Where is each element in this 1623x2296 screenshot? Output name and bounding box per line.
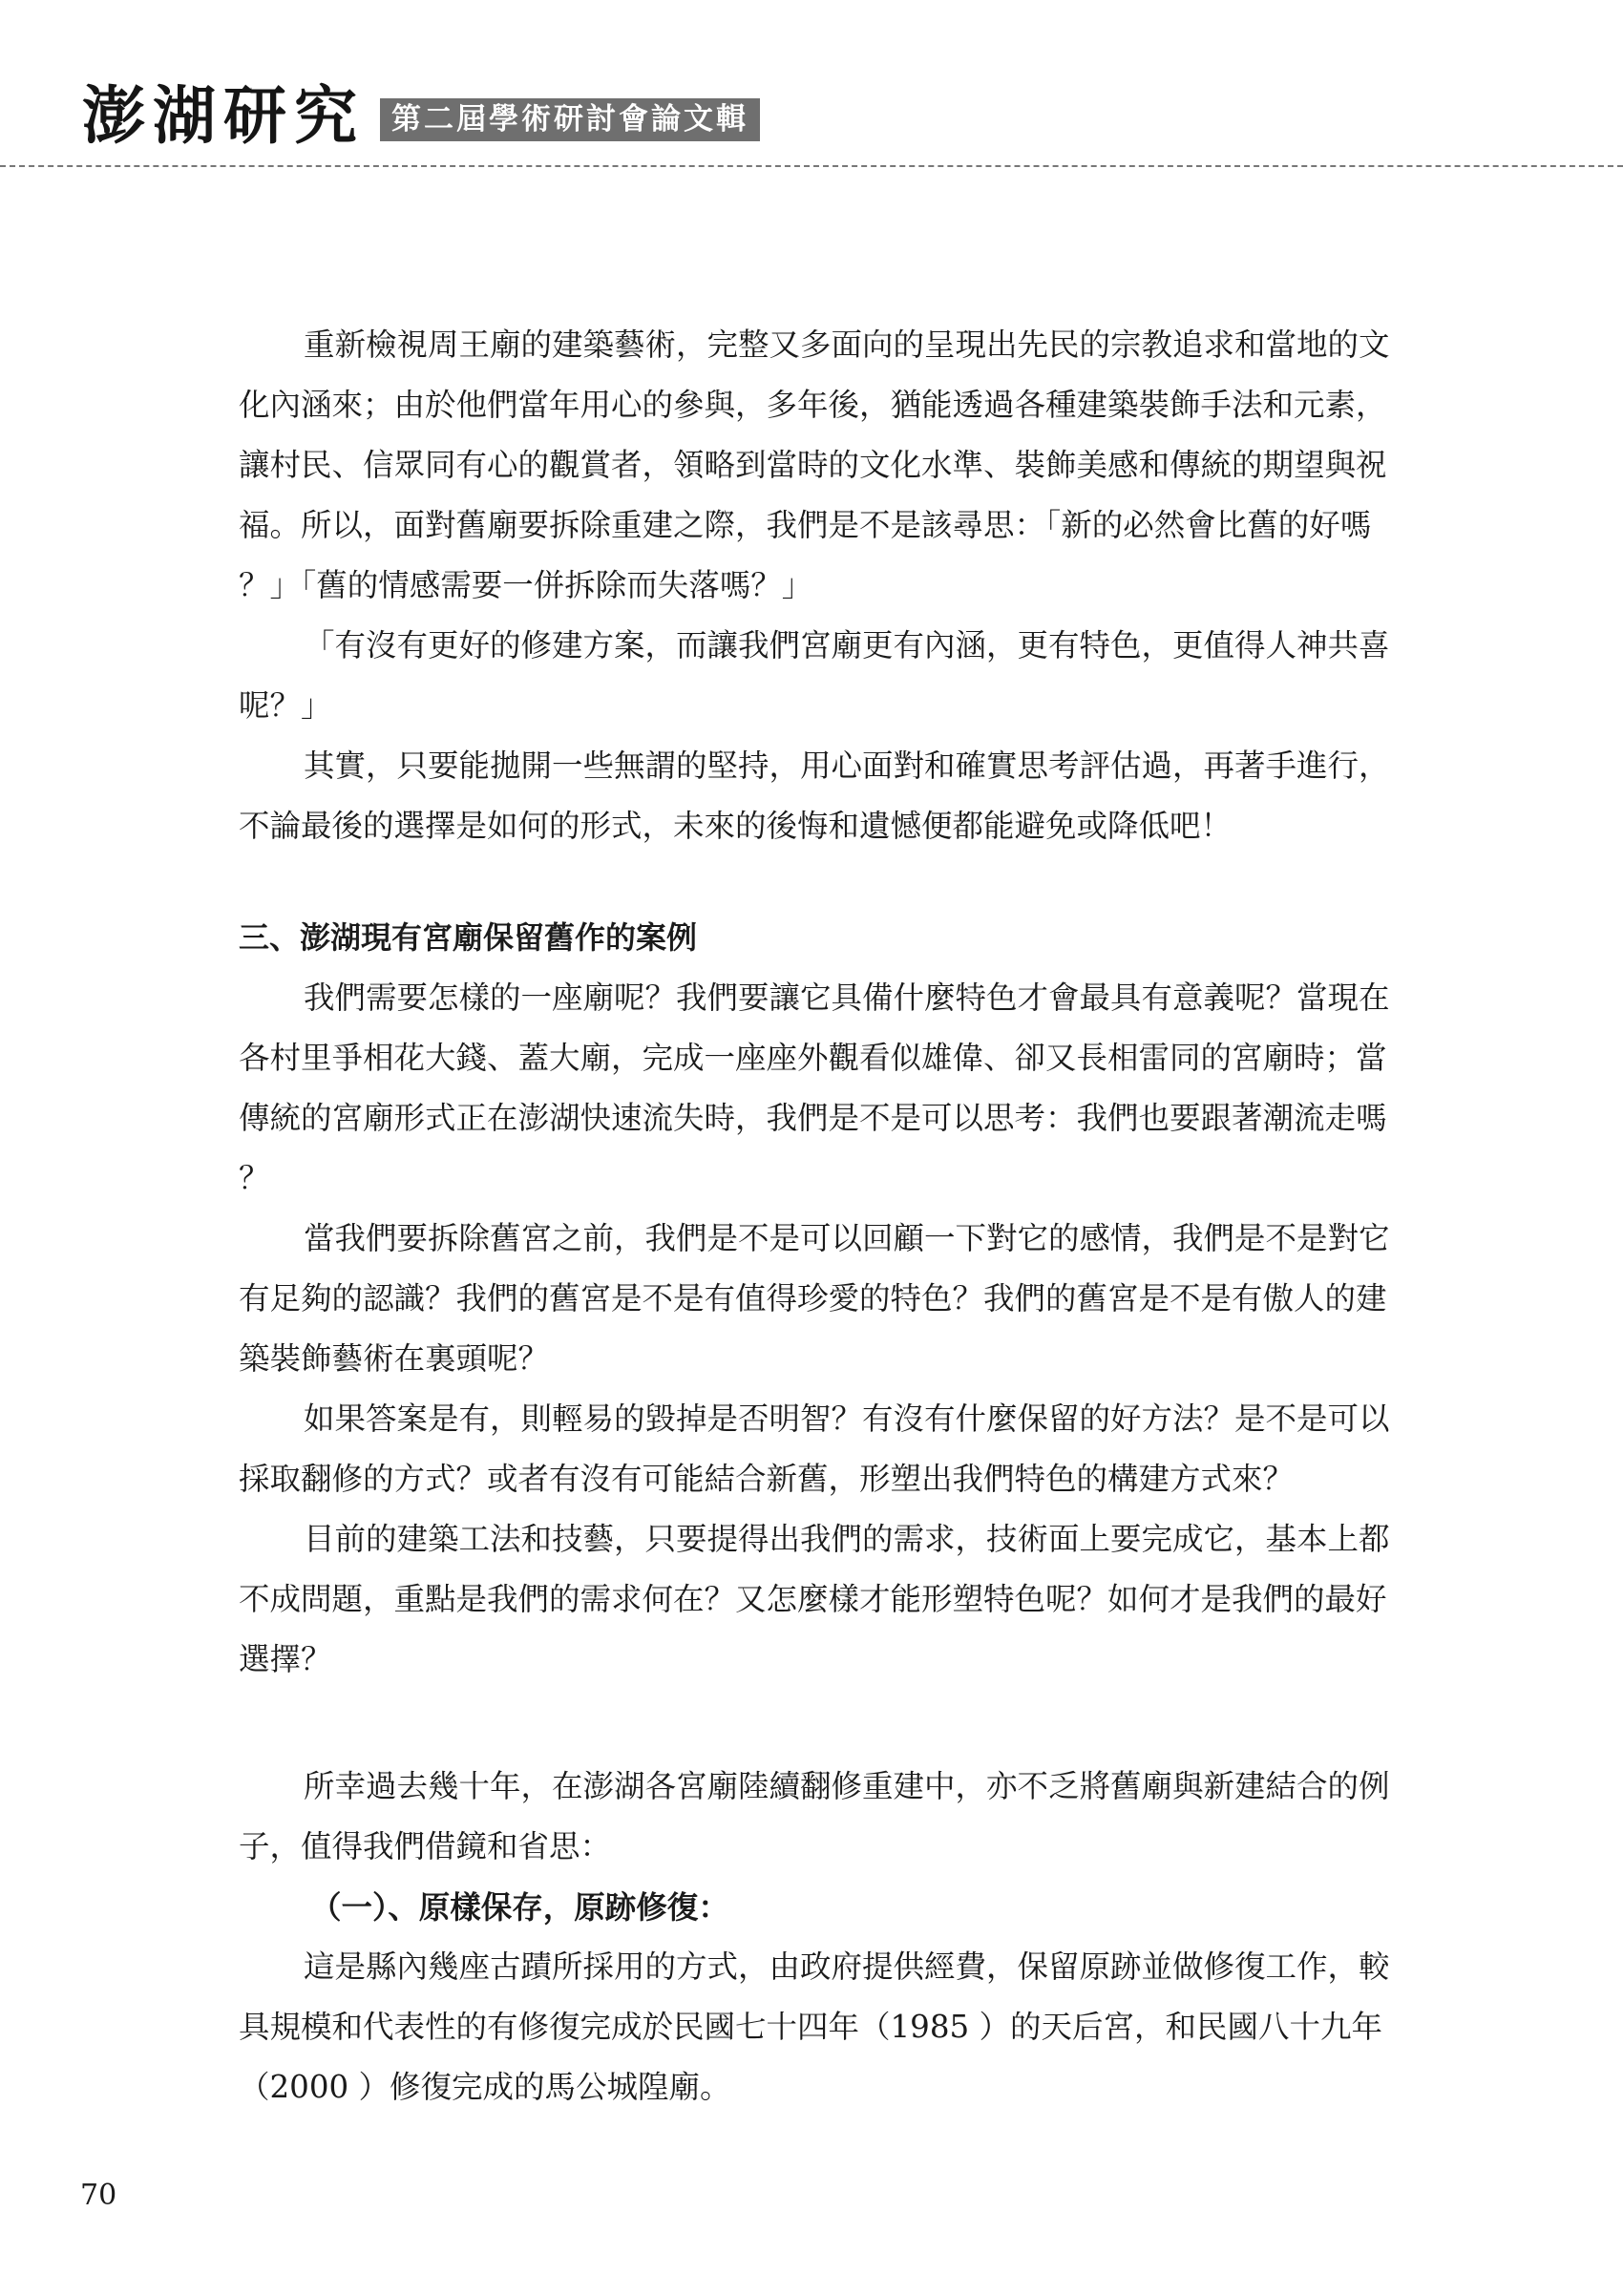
section-heading: 三、澎湖現有宮廟保留舊作的案例 (239, 919, 698, 956)
text-line: 讓村民、信眾同有心的觀賞者，領略到當時的文化水準、裝飾美感和傳統的期望與祝 (239, 447, 1387, 483)
page-number: 70 (80, 2179, 117, 2212)
article-body (239, 315, 1499, 2117)
text-line: 這是縣內幾座古蹟所採用的方式，由政府提供經費，保留原跡並做修復工作，較 (304, 1948, 1390, 1985)
paragraph (239, 736, 1499, 856)
text-line: 重新檢視周王廟的建築藝術，完整又多面向的呈現出先民的宗教追求和當地的文 (304, 326, 1390, 363)
text-line: 選擇？ (239, 1641, 332, 1677)
text-line: 採取翻修的方式？或者有沒有可能結合新舊，形塑出我們特色的構建方式來？ (239, 1461, 1295, 1497)
paragraph (239, 1509, 1499, 1690)
journal-subtitle: 第二屆學術研討會論文輯 (380, 98, 760, 141)
paragraph (239, 616, 1499, 736)
spacer (239, 1690, 1499, 1757)
text-line: 具規模和代表性的有修復完成於民國七十四年（1985 ）的天后宮，和民國八十九年 (239, 2009, 1383, 2045)
text-line: 所幸過去幾十年，在澎湖各宮廟陸續翻修重建中，亦不乏將舊廟與新建結合的例 (304, 1768, 1390, 1804)
paragraph (239, 1757, 1499, 1877)
text-line: 子，值得我們借鏡和省思： (239, 1828, 612, 1864)
spacer (239, 856, 1499, 908)
paragraph (239, 1389, 1499, 1509)
paragraph (239, 1937, 1499, 2117)
text-line: ？」「舊的情感需要一併拆除而失落嗎？」 (239, 567, 813, 603)
text-line: 築裝飾藝術在裏頭呢？ (239, 1340, 550, 1377)
text-line: 不論最後的選擇是如何的形式，未來的後悔和遺憾便都能避免或降低吧！ (239, 808, 1233, 844)
journal-title: 澎湖研究 (82, 78, 365, 153)
text-line: ？ (239, 1160, 270, 1196)
text-line: 其實，只要能拋開一些無謂的堅持，用心面對和確實思考評估過，再著手進行， (304, 748, 1390, 784)
text-line: 我們需要怎樣的一座廟呢？我們要讓它具備什麼特色才會最具有意義呢？當現在 (304, 979, 1390, 1016)
text-line: 呢？」 (239, 687, 332, 724)
text-line: 福。所以，面對舊廟要拆除重建之際，我們是不是該尋思：「新的必然會比舊的好嗎 (239, 507, 1372, 543)
subsection-heading: （一）、原樣保存，原跡修復： (310, 1888, 729, 1926)
text-line: 如果答案是有，則輕易的毀掉是否明智？有沒有什麼保留的好方法？是不是可以 (304, 1401, 1390, 1437)
text-line: 有足夠的認識？我們的舊宮是不是有值得珍愛的特色？我們的舊宮是不是有傲人的建 (239, 1280, 1387, 1317)
text-line: 傳統的宮廟形式正在澎湖快速流失時，我們是不是可以思考：我們也要跟著潮流走嗎 (239, 1100, 1387, 1136)
paragraph (239, 1209, 1499, 1389)
text-line: 目前的建築工法和技藝，只要提得出我們的需求，技術面上要完成它，基本上都 (304, 1521, 1390, 1557)
text-line: 當我們要拆除舊宮之前，我們是不是可以回顧一下對它的感情，我們是不是對它 (304, 1220, 1390, 1256)
text-line: 「有沒有更好的修建方案，而讓我們宮廟更有內涵，更有特色，更值得人神共喜 (304, 627, 1390, 664)
paragraph (239, 315, 1499, 616)
text-line: 各村里爭相花大錢、蓋大廟，完成一座座外觀看似雄偉、卻又長相雷同的宮廟時；當 (239, 1040, 1387, 1076)
text-line: （2000 ）修復完成的馬公城隍廟。 (239, 2069, 731, 2105)
text-line: 化內涵來；由於他們當年用心的參與，多年後，猶能透過各種建築裝飾手法和元素， (239, 387, 1387, 423)
text-line: 不成問題，重點是我們的需求何在？又怎麼樣才能形塑特色呢？如何才是我們的最好 (239, 1581, 1387, 1617)
header-dashed-rule (0, 165, 1623, 167)
paragraph (239, 968, 1499, 1209)
running-header (82, 78, 760, 153)
